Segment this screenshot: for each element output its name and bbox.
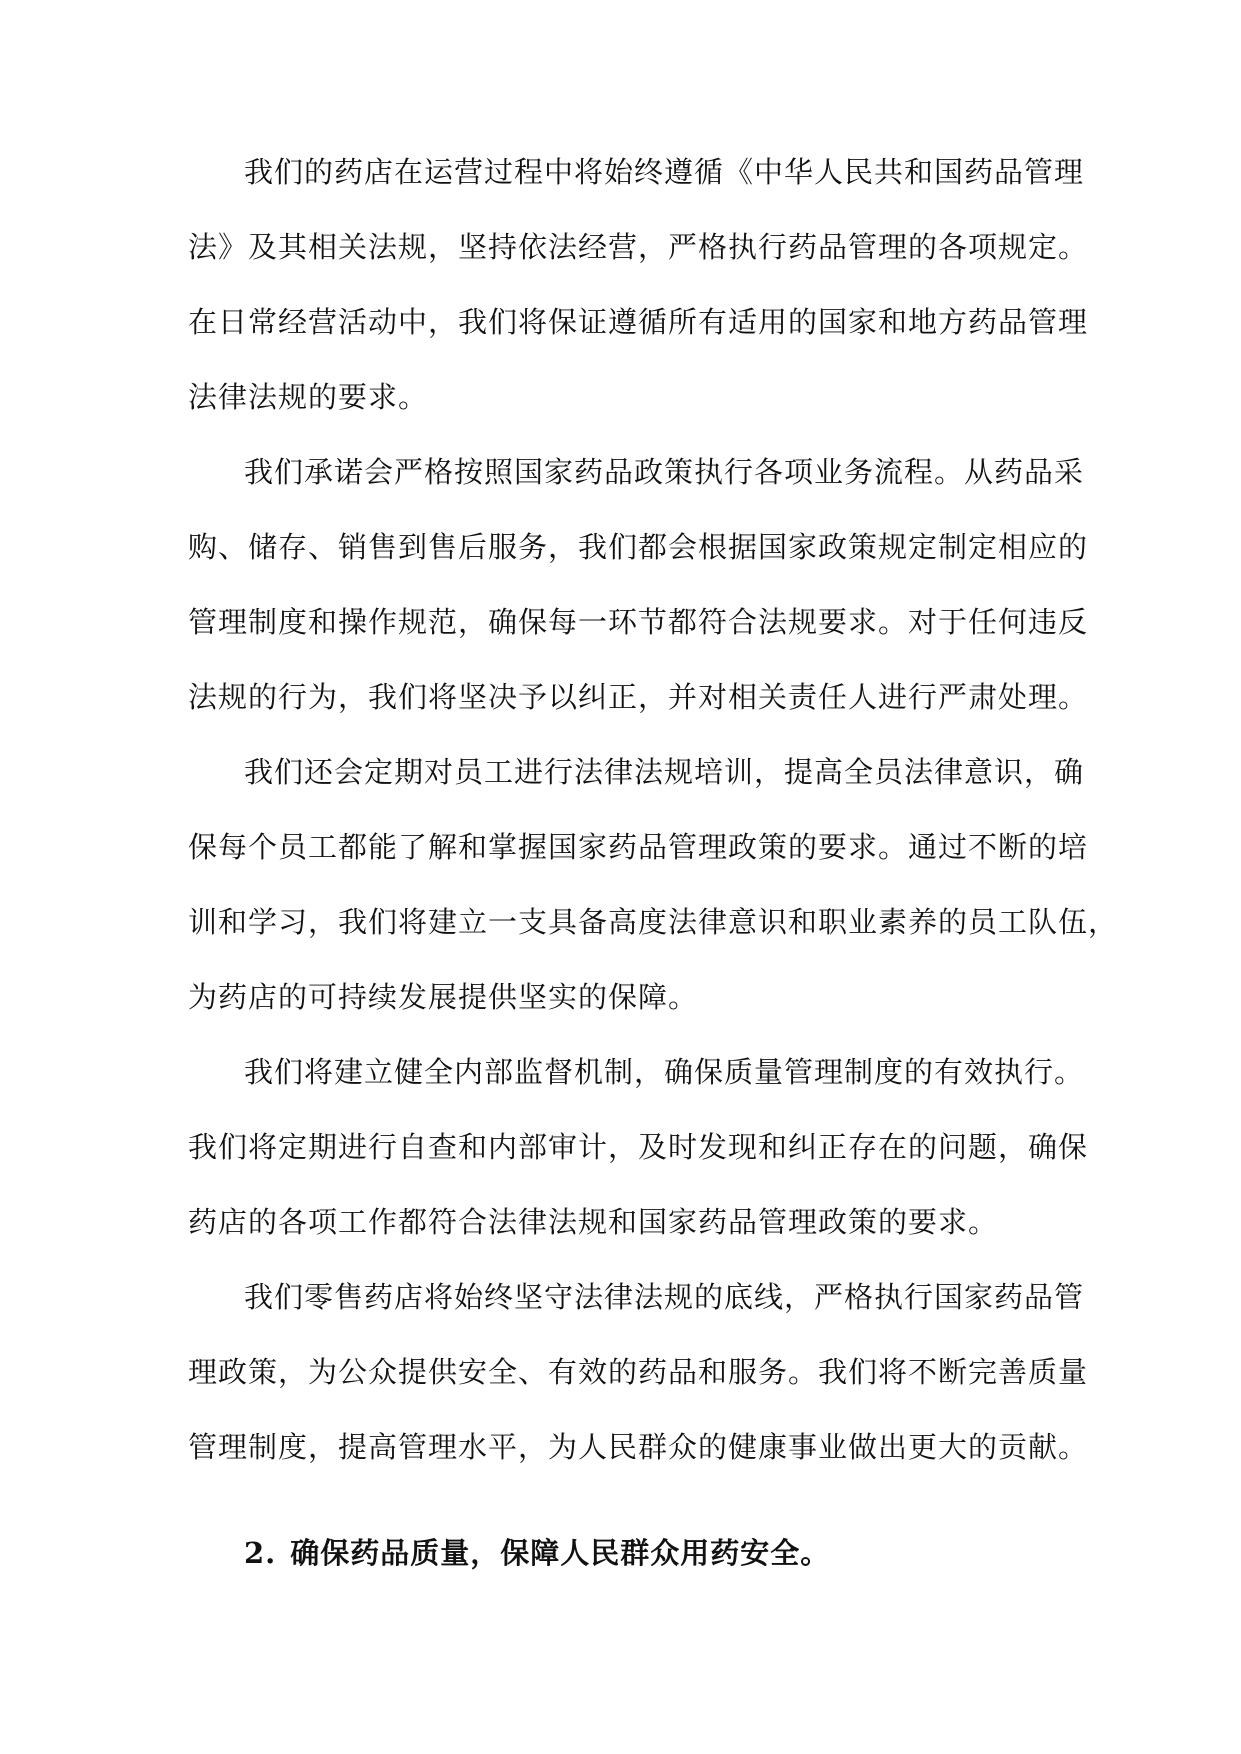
paragraph-3-line-1: 我们还会定期对员工进行法律法规培训，提高全员法律意识，确 (244, 755, 1085, 789)
section-heading (244, 1533, 830, 1573)
paragraph-3-line-4: 为药店的可持续发展提供坚实的保障。 (188, 980, 699, 1014)
paragraph-3-line-3: 训和学习，我们将建立一支具备高度法律意识和职业素养的员工队伍， (188, 905, 1119, 939)
paragraph-1-line-4: 法律法规的要求。 (188, 380, 429, 414)
paragraph-2-line-2: 购、储存、销售到售后服务，我们都会根据国家政策规定制定相应的 (188, 530, 1089, 564)
paragraph-5-line-1: 我们零售药店将始终坚守法律法规的底线，严格执行国家药品管 (244, 1280, 1085, 1314)
section-heading-number: 2. (244, 1536, 277, 1570)
paragraph-1-line-1: 我们的药店在运营过程中将始终遵循《中华人民共和国药品管理 (244, 155, 1085, 189)
paragraph-1-line-3: 在日常经营活动中，我们将保证遵循所有适用的国家和地方药品管理 (188, 305, 1089, 339)
paragraph-2-line-1: 我们承诺会严格按照国家药品政策执行各项业务流程。从药品采 (244, 455, 1085, 489)
paragraph-1-line-2: 法》及其相关法规，坚持依法经营，严格执行药品管理的各项规定。 (188, 230, 1089, 264)
paragraph-2-line-3: 管理制度和操作规范，确保每一环节都符合法规要求。对于任何违反 (188, 605, 1089, 639)
paragraph-2-line-4: 法规的行为，我们将坚决予以纠正，并对相关责任人进行严肃处理。 (188, 680, 1089, 714)
paragraph-5-line-2: 理政策，为公众提供安全、有效的药品和服务。我们将不断完善质量 (188, 1355, 1089, 1389)
paragraph-5-line-3: 管理制度，提高管理水平，为人民群众的健康事业做出更大的贡献。 (188, 1430, 1089, 1464)
paragraph-4-line-1: 我们将建立健全内部监督机制，确保质量管理制度的有效执行。 (244, 1055, 1085, 1089)
paragraph-4-line-2: 我们将定期进行自查和内部审计，及时发现和纠正存在的问题，确保 (188, 1130, 1089, 1164)
paragraph-4-line-3: 药店的各项工作都符合法律法规和国家药品管理政策的要求。 (188, 1205, 999, 1239)
section-heading-text: 确保药品质量，保障人民群众用药安全。 (290, 1536, 831, 1570)
paragraph-3-line-2: 保每个员工都能了解和掌握国家药品管理政策的要求。通过不断的培 (188, 830, 1089, 864)
